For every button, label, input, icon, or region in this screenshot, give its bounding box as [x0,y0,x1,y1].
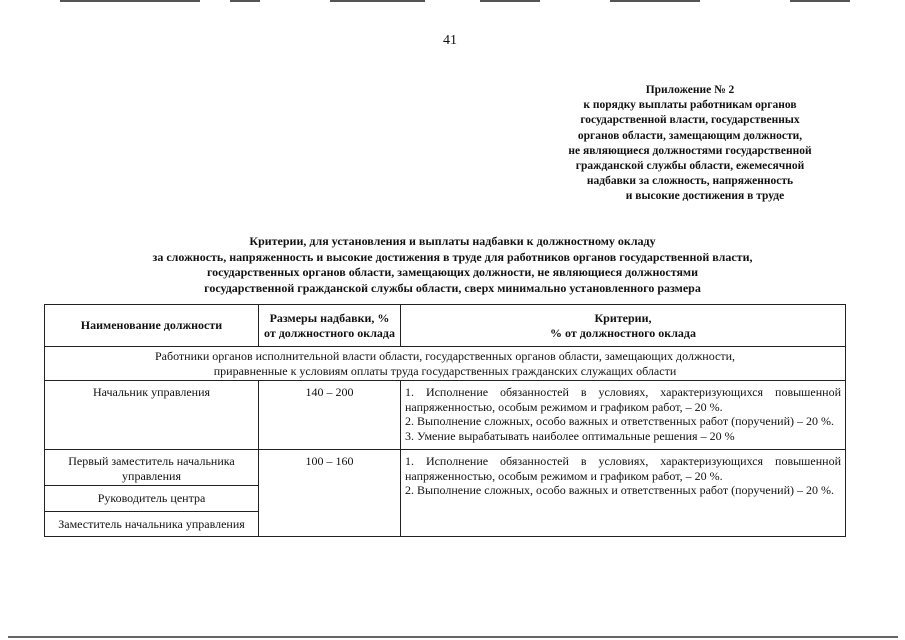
section-line: приравненные к условиям оплаты труда государственных гражданских служащих области [213,363,677,378]
criteria-table [44,304,846,537]
top-edge-rule [790,0,850,2]
appendix-line: и высокие достижения в труде [625,190,785,203]
title-line: государственной гражданской службы области, сверх минимально установленного размера [204,280,701,295]
criteria-item: 2. Выполнение сложных, особо важных и ответственных работ (поручений) – 20 %. [405,483,834,497]
section-heading [45,347,846,381]
position-cell: Руководитель центра [45,486,259,512]
top-edge-rule [60,0,200,2]
table-row [45,450,846,486]
criteria-item: 2. Выполнение сложных, особо важных и ответственных работ (поручений) – 20 %. [405,414,834,428]
size-cell: 140 – 200 [259,381,401,450]
title-line: государственных органов области, замещающих должности, не являющиеся должностями [206,265,699,279]
size-cell: 100 – 160 [259,450,401,537]
appendix-line: гражданской службы области, ежемесячной [575,160,805,173]
appendix-line: органов области, замещающим должности, [577,129,803,142]
header-position: Наименование должности [45,305,259,347]
criteria-list [405,385,841,443]
appendix-line: к порядку выплаты работникам органов [583,99,797,112]
top-edge-rule [610,0,700,2]
header-criteria-line: % от должностного оклада [550,325,696,340]
title-line: Критерии, для установления и выплаты надбавки к должностному окладу [249,234,656,248]
bottom-edge-rule [8,636,898,638]
position-cell: Первый заместитель начальника управления [45,450,259,486]
criteria-list [405,454,841,498]
top-edge-rule [480,0,540,2]
header-criteria [401,305,846,347]
document-title [40,234,865,296]
header-criteria-line: Критерии, [594,311,652,325]
position-cell: Начальник управления [45,381,259,450]
table-header-row [45,305,846,347]
table-row [45,381,846,450]
criteria-item: 1. Исполнение обязанностей в условиях, характеризующихся повышенной напряженностью, особым режимом и графиком работ, – 20 %. [405,454,841,483]
appendix-title: Приложение № 2 [645,84,735,96]
criteria-item: 3. Умение вырабатывать наиболее оптимальные решения – 20 % [405,428,735,443]
criteria-cell [401,450,846,537]
title-line: за сложность, напряженность и высокие достижения в труде для работников органов государственной власти, [152,249,753,264]
section-line: Работники органов исполнительной власти области, государственных органов области, замещающих должности, [154,349,735,363]
header-size: Размеры надбавки, % от должностного оклада [259,305,401,347]
top-edge-rule [330,0,425,2]
section-row [45,347,846,381]
position-cell: Заместитель начальника управления [45,511,259,537]
appendix-line: государственной власти, государственных [580,114,800,127]
appendix-line: не являющиеся должностями государственной [568,144,812,157]
top-edge-rule [230,0,260,2]
appendix-line: надбавки за сложность, напряженность [586,175,794,188]
criteria-item: 1. Исполнение обязанностей в условиях, характеризующихся повышенной напряженностью, особым режимом и графиком работ, – 20 %. [405,385,841,414]
page-number: 41 [443,33,457,48]
criteria-cell [401,381,846,450]
appendix-header [540,83,840,205]
